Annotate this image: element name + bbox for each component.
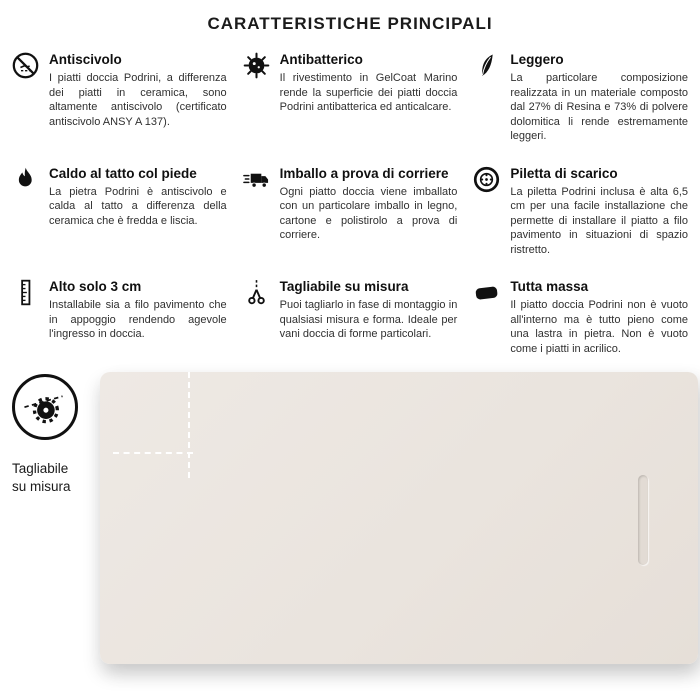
feature-anti-slip [12,52,227,144]
feature-title: Caldo al tatto col piede [49,165,197,181]
features-grid [0,52,700,356]
shower-tray-image [100,372,698,664]
feature-title: Tagliabile su misura [279,279,409,295]
feather-icon [473,52,501,80]
feature-warm-touch [12,166,227,258]
feature-title: Alto solo 3 cm [49,279,142,295]
feature-description: La pietra Podrini è antiscivolo e calda al tatto a differenza della ceramica che è fredda e liscia. [49,185,227,227]
solid-slab-icon [473,279,501,307]
cut-to-size-badge [12,374,96,496]
feature-description: Installabile sia a filo pavimento che in appoggio rendendo agevole l'ingresso in doccia. [49,299,227,341]
cut-badge-label: Tagliabile su misura [12,461,71,495]
feature-courier-proof-packaging [243,166,458,258]
feature-3cm-height [12,279,227,356]
truck-icon [243,166,271,194]
feature-title: Antibatterico [279,52,363,67]
feature-description: Il rivestimento in GelCoat Marino rende la superficie dei piatti doccia Podrini antibatterica ed anticalcare. [279,72,458,114]
flame-icon [12,166,40,194]
feature-title: Piletta di scarico [510,165,618,181]
ruler-icon [12,279,40,307]
no-slip-icon [12,52,40,80]
antibacterial-icon [243,52,271,80]
feature-description: La piletta Podrini inclusa è alta 6,5 cm per una facile installazione che permette di installare il piatto a filo pavimento in situazioni di spazio ristretto. [510,185,688,256]
feature-antibacterial [243,52,458,144]
scissors-icon [243,279,271,307]
feature-title: Antiscivolo [49,52,122,67]
feature-lightweight [473,52,688,144]
cut-line-horizontal [113,452,193,454]
feature-description: Puoi tagliarlo in fase di montaggio in qualsiasi misura e forma. Ideale per vani doccia di forme particolari. [279,299,458,341]
circular-saw-icon [12,374,78,440]
feature-description: I piatti doccia Podrini, a differenza dei piatti in ceramica, sono altamente antiscivolo (certificato antiscivolo ANSY A 137). [49,72,227,128]
feature-title: Leggero [510,52,564,67]
drain-icon [473,166,501,194]
feature-title: Tutta massa [510,279,589,295]
feature-description: Il piatto doccia Podrini non è vuoto all'interno ma è tutto pieno come una lastra in pietra. Non è vuoto come i piatti in acrilico. [510,299,688,355]
feature-description: Ogni piatto doccia viene imballato con un particolare imballo in legno, cartone e polistirolo a prova di corriere. [279,185,458,242]
feature-cut-to-size [243,279,458,356]
feature-drain [473,166,688,258]
cut-line-vertical [188,372,190,478]
tray-drain-cover [638,475,648,565]
feature-full-body [473,279,688,356]
feature-title: Imballo a prova di corriere [279,165,449,181]
page-title: CARATTERISTICHE PRINCIPALI [207,14,493,33]
feature-description: La particolare composizione realizzata in un materiale composto dal 27% di Resina e 73% di polvere dolomitica li rende estremamente leggeri. [510,72,688,143]
product-illustration-section [0,372,700,700]
